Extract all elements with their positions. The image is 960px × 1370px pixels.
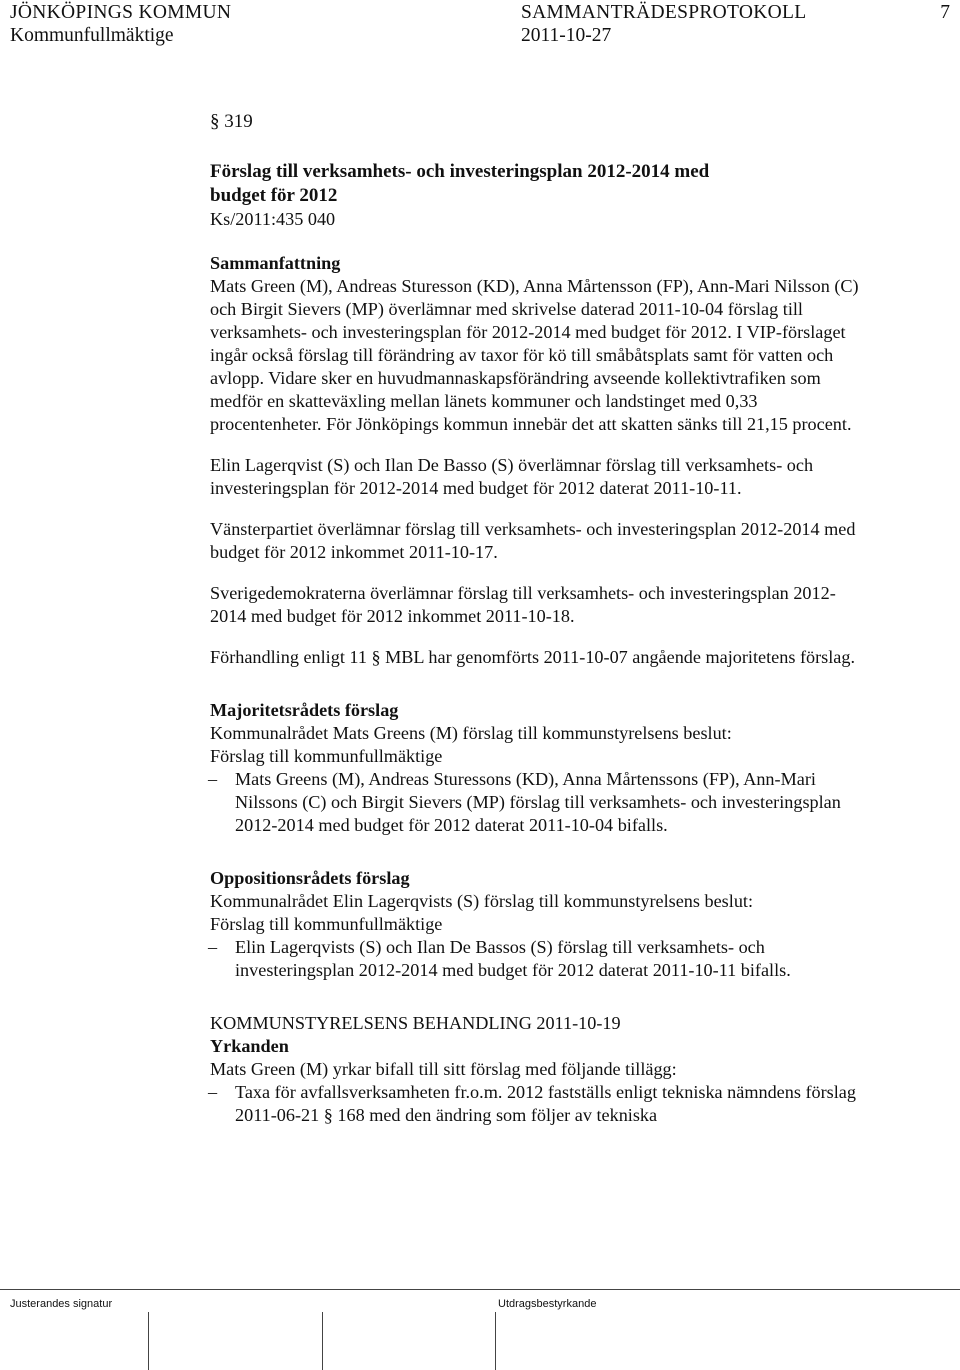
sammanfattning-paragraph-4: Sverigedemokraterna överlämnar förslag till verksamhets- och investeringsplan 2012-2014 med budget för 2012 inkommet 2011-10-18. <box>210 583 836 626</box>
page-header <box>10 0 950 48</box>
signature-box-divider <box>148 1312 149 1370</box>
document-type: SAMMANTRÄDESPROTOKOLL <box>521 2 807 23</box>
page-number: 7 <box>940 2 950 23</box>
opposition-proposal-item <box>210 936 870 982</box>
sammanfattning-paragraph-2: Elin Lagerqvist (S) och Ilan De Basso (S) överlämnar förslag till verksamhets- och investeringsplan för 2012-2014 med budget för 2012 daterat 2011-10-11. <box>210 455 814 498</box>
majoritet-proposal-text: Mats Greens (M), Andreas Sturessons (KD), Anna Mårtenssons (FP), Ann-Mari Nilssons (C) och Birgit Sievers (MP) förslag till verksamhets- och investeringsplan 2012-2014 med budget för 2012 daterat 2011-10-04 bifalls. <box>235 769 841 835</box>
dash-bullet: – <box>208 1082 218 1102</box>
signature-box-divider <box>495 1312 496 1370</box>
majoritet-intro: Kommunalrådet Mats Greens (M) förslag till kommunstyrelsens beslut: <box>210 723 732 743</box>
utdragsbestyrkande-label: Utdragsbestyrkande <box>498 1298 597 1310</box>
opposition-intro: Kommunalrådet Elin Lagerqvists (S) förslag till kommunstyrelsens beslut: <box>210 891 754 911</box>
yrkande-intro: Mats Green (M) yrkar bifall till sitt förslag med följande tillägg: <box>210 1059 677 1079</box>
protocol-content <box>210 110 870 1127</box>
meeting-date: 2011-10-27 <box>521 25 612 46</box>
sammanfattning-heading: Sammanfattning <box>210 253 341 273</box>
section-title-line1: Förslag till verksamhets- och investeringsplan 2012-2014 med <box>210 161 710 182</box>
dash-bullet: – <box>208 769 218 789</box>
sammanfattning-paragraph-5: Förhandling enligt 11 § MBL har genomförts 2011-10-07 angående majoritetens förslag. <box>210 647 856 667</box>
organization-name: JÖNKÖPINGS KOMMUN <box>10 2 232 23</box>
yrkande-text: Taxa för avfallsverksamheten fr.o.m. 2012 fastställs enligt tekniska nämndens förslag 2011-06-21 § 168 med den ändring som följer av tekniska <box>235 1082 856 1125</box>
sammanfattning-paragraph-3: Vänsterpartiet överlämnar förslag till verksamhets- och investeringsplan 2012-2014 med budget för 2012 inkommet 2011-10-17. <box>210 519 856 562</box>
behandling-heading: KOMMUNSTYRELSENS BEHANDLING 2011-10-19 <box>210 1013 621 1033</box>
section-number: § 319 <box>210 111 253 132</box>
majoritet-proposal-item <box>210 768 870 837</box>
body-name: Kommunfullmäktige <box>10 25 174 46</box>
yrkande-item <box>210 1081 870 1127</box>
majoritet-heading: Majoritetsrådets förslag <box>210 700 399 720</box>
footer-divider <box>0 1289 960 1290</box>
opposition-heading: Oppositionsrådets förslag <box>210 868 410 888</box>
signature-box-divider <box>322 1312 323 1370</box>
section-title-line2: budget för 2012 <box>210 185 338 206</box>
opposition-recipient: Förslag till kommunfullmäktige <box>210 914 443 934</box>
sammanfattning-paragraph-1: Mats Green (M), Andreas Sturesson (KD), Anna Mårtensson (FP), Ann-Mari Nilsson (C) och Birgit Sievers (MP) överlämnar med skrivelse daterad 2011-10-04 förslag till verksamhets- och investeringsplan för 2012-2014 med budget för 2012. I VIP-förslaget ingår också förslag till förändring av taxor för kö till småbåtsplats samt för vatten och avlopp. Vidare sker en huvudmannaskapsförändring avseende kollektivtrafiken som medför en skatteväxling mellan länets kommuner och landstinget med 0,33 procentenheter. För Jönköpings kommun innebär det att skatten sänks till 21,15 procent. <box>210 276 859 434</box>
majoritet-recipient: Förslag till kommunfullmäktige <box>210 746 443 766</box>
dash-bullet: – <box>208 937 218 957</box>
justerandes-signatur-label: Justerandes signatur <box>10 1298 113 1310</box>
yrkanden-heading: Yrkanden <box>210 1036 289 1056</box>
case-number: Ks/2011:435 040 <box>210 209 336 229</box>
opposition-proposal-text: Elin Lagerqvists (S) och Ilan De Bassos (S) förslag till verksamhets- och investeringsplan 2012-2014 med budget för 2012 daterat 2011-10-11 bifalls. <box>235 937 791 980</box>
